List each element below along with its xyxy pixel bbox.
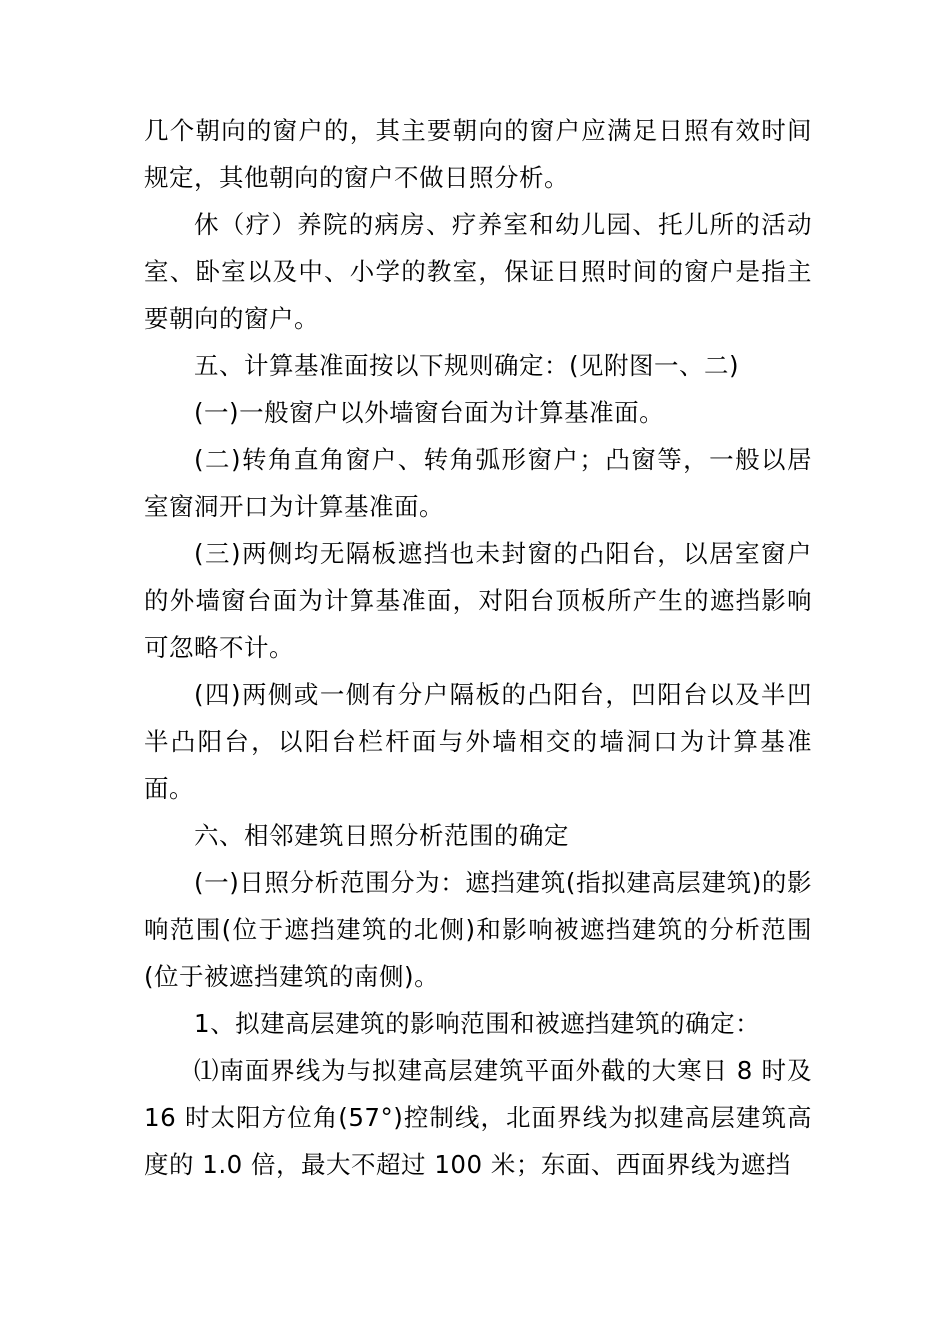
clause-5-4: (四)两侧或一侧有分户隔板的凸阳台，凹阳台以及半凹半凸阳台，以阳台栏杆面与外墙相交的墙洞口为计算基准面。 [144,680,812,803]
paragraph-sanatorium-rooms: 休（疗）养院的病房、疗养室和幼儿园、托儿所的活动室、卧室以及中、小学的教室，保证日照时间的窗户是指主要朝向的窗户。 [144,210,812,333]
document-body [144,107,812,1188]
section-heading-5: 五、计算基准面按以下规则确定：(见附图一、二) [194,351,740,380]
section-heading-6: 六、相邻建筑日照分析范围的确定 [194,821,569,850]
clause-5-1: (一)一般窗户以外墙窗台面为计算基准面。 [194,398,665,427]
paragraph-continuation: 几个朝向的窗户的，其主要朝向的窗户应满足日照有效时间规定，其他朝向的窗户不做日照分析。 [144,116,812,192]
clause-5-2: (二)转角直角窗户、转角弧形窗户；凸窗等，一般以居室窗洞开口为计算基准面。 [144,445,812,521]
item-6-1-1-1: ⑴南面界线为与拟建高层建筑平面外截的大寒日 8 时及 16 时太阳方位角(57°)控制线，北面界线为拟建高层建筑高度的 1.0 倍，最大不超过 100 米；东面、西面界线为遮挡 [144,1056,812,1179]
subclause-6-1-1: 1、拟建高层建筑的影响范围和被遮挡建筑的确定： [194,1009,761,1038]
clause-5-3: (三)两侧均无隔板遮挡也未封窗的凸阳台，以居室窗户的外墙窗台面为计算基准面，对阳台顶板所产生的遮挡影响可忽略不计。 [144,539,812,662]
clause-6-1: (一)日照分析范围分为：遮挡建筑(指拟建高层建筑)的影响范围(位于遮挡建筑的北侧)和影响被遮挡建筑的分析范围(位于被遮挡建筑的南侧)。 [144,868,812,991]
